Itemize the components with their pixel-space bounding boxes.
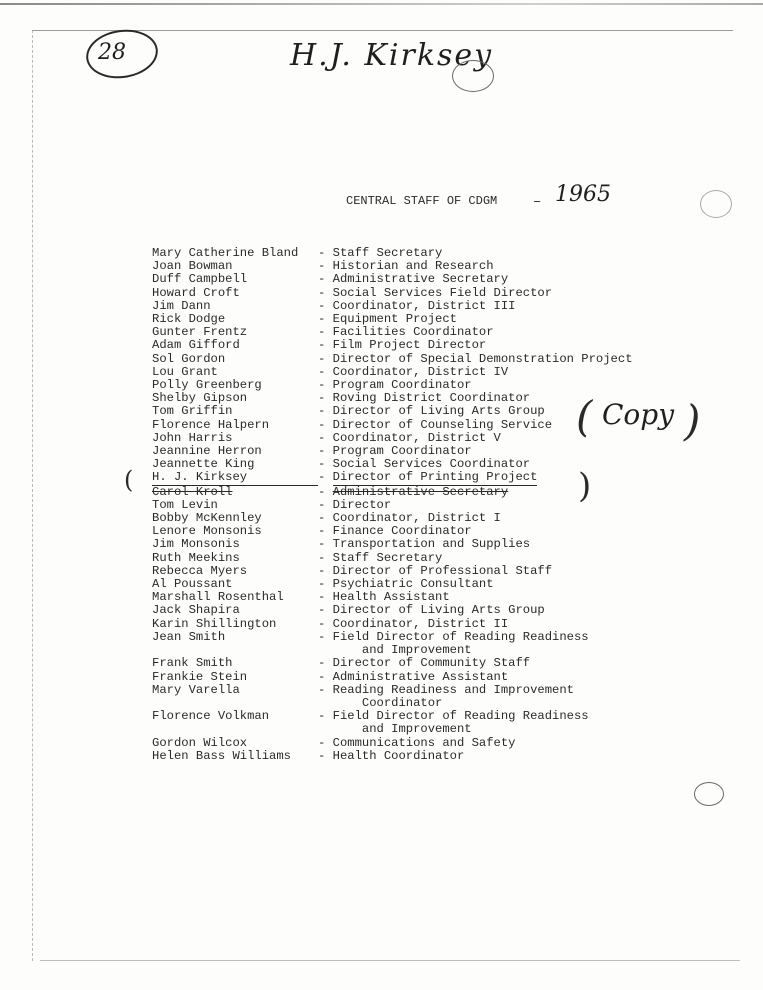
staff-name: Jack Shapira [152, 603, 240, 618]
staff-name: Howard Croft [152, 285, 240, 300]
staff-name: Carol Kroll [152, 484, 233, 499]
staff-role: Staff Secretary [332, 246, 443, 260]
staff-role: Director of Counseling Service [332, 417, 553, 432]
role-separator: - [318, 484, 333, 499]
staff-name: Helen Bass Williams [152, 748, 291, 763]
staff-name: Frank Smith [152, 656, 233, 671]
staff-role: Transportation and Supplies [332, 537, 531, 552]
copy-note-paren-right: ) [684, 396, 701, 445]
staff-name: Tom Griffin [152, 404, 233, 419]
staff-row [152, 486, 633, 499]
staff-row [152, 287, 633, 300]
role-separator: - [318, 603, 333, 618]
role-separator: - [318, 577, 333, 592]
staff-name: Tom Levin [152, 497, 218, 512]
staff-row [152, 657, 633, 670]
staff-row [152, 471, 633, 485]
staff-role: Communications and Safety [332, 735, 516, 750]
role-separator: - [318, 430, 333, 445]
staff-name: Mary Catherine Bland [152, 246, 299, 260]
role-separator: - [318, 364, 333, 379]
staff-name: Florence Volkman [152, 709, 270, 724]
handwritten-bracket-left: ( [124, 466, 134, 494]
staff-role: Finance Coordinator [332, 524, 472, 539]
staff-name: Shelby Gipson [152, 391, 248, 406]
staff-role: Director of Printing Project [332, 470, 538, 485]
scribble-mark [700, 190, 732, 218]
role-separator: - [318, 497, 333, 512]
staff-name: Polly Greenberg [152, 378, 262, 393]
staff-name [152, 723, 318, 736]
staff-name: Lenore Monsonis [152, 524, 262, 539]
staff-role: Field Director of Reading Readiness [332, 629, 589, 644]
role-separator: - [318, 259, 333, 274]
staff-row [152, 419, 633, 432]
role-separator: - [318, 351, 333, 366]
staff-role: Coordinator, District I [332, 511, 501, 526]
staff-name: Jeannine Herron [152, 444, 262, 459]
staff-row [152, 538, 633, 551]
role-separator: - [318, 669, 333, 684]
staff-role: Coordinator, District II [332, 616, 509, 631]
handwritten-copy-note: Copy [602, 398, 675, 431]
role-separator: - [318, 682, 333, 697]
role-separator: - [318, 629, 333, 644]
staff-role: Director of Special Demonstration Project [332, 351, 633, 366]
staff-role: Film Project Director [332, 338, 487, 353]
role-separator: - [318, 378, 333, 393]
staff-name: Jim Dann [152, 298, 211, 313]
staff-name: Gunter Frentz [152, 325, 248, 340]
staff-name: Mary Varella [152, 682, 240, 697]
role-separator: - [318, 709, 333, 724]
staff-role: Field Director of Reading Readiness [332, 709, 589, 724]
staff-row [152, 671, 633, 684]
role-separator: - [318, 590, 333, 605]
role-separator: - [318, 511, 333, 526]
staff-row [152, 684, 633, 697]
staff-row [152, 750, 633, 763]
staff-row [152, 618, 633, 631]
role-separator: - [318, 404, 333, 419]
role-separator: - [318, 563, 333, 578]
staff-role: Coordinator, District V [332, 430, 501, 445]
staff-row [152, 353, 633, 366]
staff-role: Equipment Project [332, 312, 457, 327]
staff-role: Administrative Secretary [332, 272, 509, 287]
handwritten-page-number: 28 [98, 40, 126, 65]
staff-name: Al Poussant [152, 577, 233, 592]
role-separator: - [318, 325, 333, 340]
staff-name: H. J. Kirksey [152, 471, 318, 485]
staff-name: Gordon Wilcox [152, 735, 248, 750]
role-separator: - [318, 656, 333, 671]
staff-row [152, 723, 633, 736]
staff-role: Coordinator, District III [332, 298, 516, 313]
role-separator: - [318, 391, 333, 406]
role-separator: - [318, 298, 333, 313]
staff-name: Rebecca Myers [152, 563, 248, 578]
role-separator [318, 723, 333, 736]
staff-role: Director of Professional Staff [332, 563, 553, 578]
staff-role: Health Coordinator [332, 748, 465, 763]
staff-name: Florence Halpern [152, 417, 270, 432]
staff-name: Jean Smith [152, 629, 226, 644]
role-separator: - [318, 537, 333, 552]
staff-name: Marshall Rosenthal [152, 590, 284, 605]
scribble-mark [452, 60, 494, 92]
role-separator: - [318, 246, 333, 260]
role-separator: - [318, 748, 333, 763]
staff-name: Karin Shillington [152, 616, 277, 631]
role-separator: - [318, 285, 333, 300]
staff-roster [152, 247, 633, 763]
staff-role: Administrative Secretary [332, 484, 509, 499]
staff-role: Reading Readiness and Improvement [332, 682, 574, 697]
staff-role: and Improvement [332, 722, 472, 737]
staff-name: Lou Grant [152, 364, 218, 379]
handwritten-name-header: H.J. Kirksey [290, 38, 494, 73]
staff-role: Director [332, 497, 392, 512]
role-separator: - [318, 616, 333, 631]
staff-name: Duff Campbell [152, 272, 248, 287]
staff-role: Health Assistant [332, 590, 450, 605]
handwritten-bracket-right: ) [578, 466, 592, 506]
staff-role: Administrative Assistant [332, 669, 509, 684]
staff-row [152, 339, 633, 352]
staff-name: Ruth Meekins [152, 550, 240, 565]
staff-role: and Improvement [332, 643, 472, 658]
staff-name: Frankie Stein [152, 669, 248, 684]
staff-row [152, 552, 633, 565]
scan-bottom-edge [40, 960, 740, 961]
staff-role: Coordinator [332, 695, 443, 710]
role-separator: - [318, 272, 333, 287]
staff-name: Sol Gordon [152, 351, 226, 366]
scribble-mark [694, 782, 724, 806]
staff-role: Director of Living Arts Group [332, 603, 545, 618]
staff-role: Director of Community Staff [332, 656, 531, 671]
role-separator: - [318, 550, 333, 565]
staff-role: Director of Living Arts Group [332, 404, 545, 419]
role-separator: - [318, 524, 333, 539]
staff-name: Adam Gifford [152, 338, 240, 353]
staff-row [152, 273, 633, 286]
title-dash: – [533, 194, 542, 210]
scan-top-edge [0, 3, 763, 5]
staff-name: John Harris [152, 430, 233, 445]
role-separator: - [318, 735, 333, 750]
staff-name: Bobby McKennley [152, 511, 262, 526]
role-separator: - [318, 338, 333, 353]
staff-role: Facilities Coordinator [332, 325, 494, 340]
staff-role: Historian and Research [332, 259, 494, 274]
document-title: CENTRAL STAFF OF CDGM [346, 194, 498, 208]
role-separator: - [318, 312, 333, 327]
staff-name: Jeannette King [152, 457, 255, 472]
role-separator: - [318, 470, 333, 485]
staff-row [152, 405, 633, 418]
handwritten-year: 1965 [555, 182, 611, 207]
staff-name: Jim Monsonis [152, 537, 240, 552]
staff-role: Social Services Field Director [332, 285, 553, 300]
role-separator: - [318, 457, 333, 472]
copy-note-paren-left: ( [576, 392, 593, 441]
staff-role: Roving District Coordinator [332, 391, 531, 406]
role-separator: - [318, 444, 333, 459]
role-separator: - [318, 417, 333, 432]
staff-role: Program Coordinator [332, 378, 472, 393]
staff-role: Staff Secretary [332, 550, 443, 565]
staff-role: Social Services Coordinator [332, 457, 531, 472]
staff-role: Psychiatric Consultant [332, 577, 494, 592]
staff-name: Rick Dodge [152, 312, 226, 327]
staff-row [152, 737, 633, 750]
staff-name: Joan Bowman [152, 259, 233, 274]
staff-row [152, 604, 633, 617]
staff-role: Coordinator, District IV [332, 364, 509, 379]
staff-role: Program Coordinator [332, 444, 472, 459]
